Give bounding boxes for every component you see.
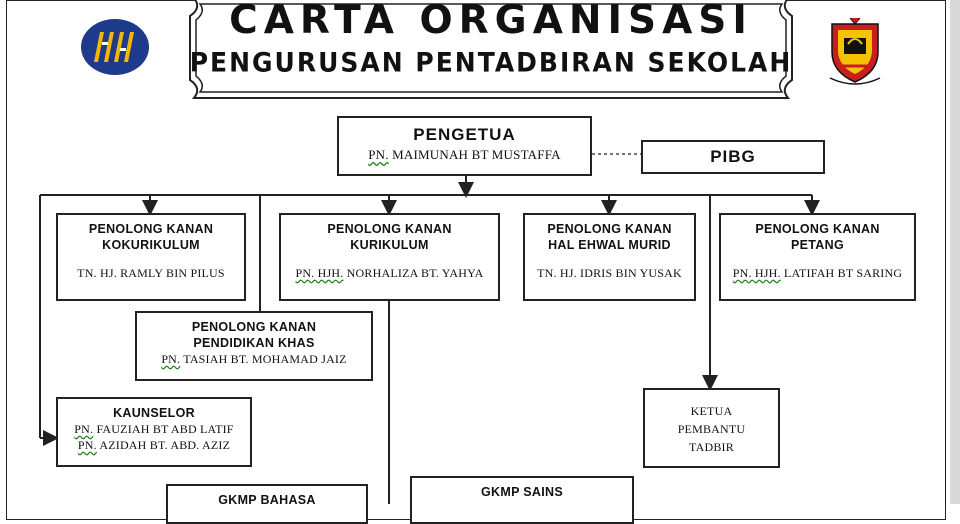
pkhas-name <box>137 351 371 367</box>
kurikulum-role-line-2: KURIKULUM <box>350 238 429 252</box>
chart-title: CARTA ORGANISASI <box>229 0 753 43</box>
kaunselor-name-1 <box>58 421 250 437</box>
petang-name-rest: LATIFAH BT SARING <box>780 266 903 280</box>
pibg-role: PIBG <box>710 147 756 166</box>
hem-role-line-2: HAL EHWAL MURID <box>548 238 671 252</box>
kaunselor-name-2 <box>58 437 250 453</box>
kaunselor-name-2-rest: AZIDAH BT. ABD. AZIZ <box>96 438 231 452</box>
ketua-role-line-3: TADBIR <box>689 440 734 454</box>
ketua-role-line-1: KETUA <box>690 404 733 418</box>
kurikulum-name-prefix: PN. HJH. <box>295 266 344 280</box>
box-pk-kurikulum <box>279 213 500 301</box>
ketua-role <box>645 390 778 456</box>
gkmp-bahasa-role: GKMP BAHASA <box>218 493 316 507</box>
kaunselor-name-1-prefix: PN. <box>74 422 94 436</box>
pengetua-name-prefix: PN. <box>368 147 389 162</box>
pengetua-name-rest: MAIMUNAH BT MUSTAFFA <box>388 147 561 162</box>
pengetua-name <box>339 146 590 164</box>
kurikulum-role <box>281 215 498 253</box>
box-kaunselor <box>56 397 252 467</box>
hem-name: TN. HJ. IDRIS BIN YUSAK <box>537 266 682 280</box>
kokurikulum-role-line-2: KOKURIKULUM <box>102 238 200 252</box>
box-pk-kokurikulum <box>56 213 246 301</box>
kokurikulum-name: TN. HJ. RAMLY BIN PILUS <box>77 266 225 280</box>
kaunselor-role: KAUNSELOR <box>113 406 195 420</box>
kurikulum-name-rest: NORHALIZA BT. YAHYA <box>343 266 484 280</box>
pkhas-name-rest: TASIAH BT. MOHAMAD JAIZ <box>180 352 347 366</box>
box-gkmp-sains <box>410 476 634 524</box>
box-ketua-pembantu-tadbir <box>643 388 780 468</box>
gkmp-sains-role: GKMP SAINS <box>481 485 563 499</box>
pkhas-role <box>137 313 371 351</box>
petang-role-line-1: PENOLONG KANAN <box>755 222 880 236</box>
hem-role-line-1: PENOLONG KANAN <box>547 222 672 236</box>
box-pk-pendidikan-khas <box>135 311 373 381</box>
petang-role-line-2: PETANG <box>791 238 844 252</box>
kaunselor-name-2-prefix: PN. <box>77 438 97 452</box>
pkhas-role-line-2: PENDIDIKAN KHAS <box>193 336 315 350</box>
box-pk-petang <box>719 213 916 301</box>
pengetua-role: PENGETUA <box>413 125 516 144</box>
box-pibg <box>641 140 825 174</box>
ketua-role-line-2: PEMBANTU <box>677 422 746 436</box>
pkhas-name-prefix: PN. <box>161 352 181 366</box>
box-pengetua <box>337 116 592 176</box>
petang-name-prefix: PN. HJH. <box>732 266 781 280</box>
kurikulum-role-line-1: PENOLONG KANAN <box>327 222 452 236</box>
box-gkmp-bahasa <box>166 484 368 524</box>
kurikulum-name <box>281 265 498 281</box>
petang-name <box>721 265 914 281</box>
kokurikulum-role <box>58 215 244 253</box>
chart-subtitle: PENGURUSAN PENTADBIRAN SEKOLAH <box>189 47 793 78</box>
hem-role <box>525 215 694 253</box>
box-pk-hal-ehwal-murid <box>523 213 696 301</box>
petang-role <box>721 215 914 253</box>
pkhas-role-line-1: PENOLONG KANAN <box>191 320 317 334</box>
kaunselor-name-1-rest: FAUZIAH BT ABD LATIF <box>93 422 234 436</box>
kokurikulum-role-line-1: PENOLONG KANAN <box>88 222 214 236</box>
